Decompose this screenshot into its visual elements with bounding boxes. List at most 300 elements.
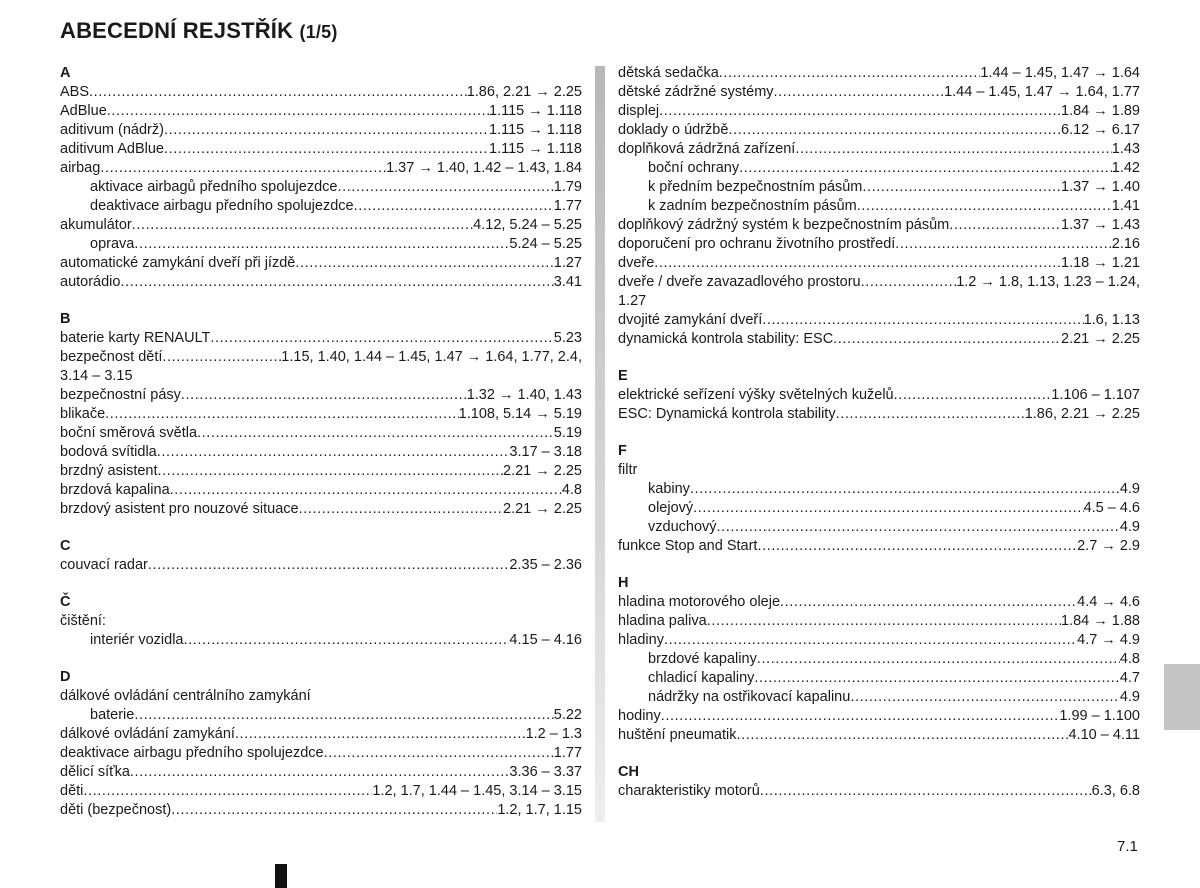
page-reference: 4.5 – 4.6 xyxy=(1083,500,1140,516)
index-entry xyxy=(618,650,1140,669)
index-entry xyxy=(60,159,582,178)
entry-line xyxy=(60,140,582,159)
page-reference: 1.77 xyxy=(553,198,582,214)
dot-leader xyxy=(132,216,473,235)
dot-leader xyxy=(235,725,526,744)
entry-term: ABS xyxy=(60,84,90,100)
entry-term: brzdný asistent xyxy=(60,463,158,479)
entry-term: dvojité zamykání dveří xyxy=(618,312,763,328)
entry-term: dětská sedačka xyxy=(618,65,719,81)
index-entry xyxy=(618,499,1140,518)
entry-term: deaktivace airbagu předního spolujezdce xyxy=(90,198,354,214)
dot-leader xyxy=(164,140,489,159)
entry-line xyxy=(60,83,582,102)
index-entry xyxy=(618,461,1140,480)
entry-term: dynamická kontrola stability: ESC xyxy=(618,331,834,347)
index-entry xyxy=(618,726,1140,745)
index-entry xyxy=(618,480,1140,499)
entry-term: AdBlue xyxy=(60,103,107,119)
section-letter: B xyxy=(60,311,71,327)
entry-term: baterie xyxy=(90,707,135,723)
page-reference: 1.84 → 1.89 xyxy=(1061,103,1140,119)
entry-term: chladicí kapaliny xyxy=(648,670,755,686)
index-entry xyxy=(618,159,1140,178)
page-reference: 4.15 – 4.16 xyxy=(509,632,582,648)
dot-leader xyxy=(861,273,957,292)
dot-leader xyxy=(197,424,554,443)
section-tab xyxy=(1164,664,1200,730)
index-column-right xyxy=(618,64,1140,801)
page-reference: 3.17 – 3.18 xyxy=(509,444,582,460)
section-letter: A xyxy=(60,65,71,81)
dot-leader xyxy=(299,500,503,519)
dot-leader xyxy=(148,556,510,575)
entry-line xyxy=(648,518,1140,537)
index-entry xyxy=(60,178,582,197)
dot-leader xyxy=(895,235,1111,254)
entry-line xyxy=(60,443,582,462)
page-number: 7.1 xyxy=(1117,838,1138,855)
page-reference: 1.44 – 1.45, 1.47 → 1.64, 1.77 xyxy=(944,84,1140,100)
index-entry xyxy=(618,669,1140,688)
dot-leader xyxy=(717,518,1120,537)
page-reference: 3.36 – 3.37 xyxy=(509,764,582,780)
dot-leader xyxy=(754,669,1119,688)
index-entry xyxy=(60,197,582,216)
page-reference: 1.106 – 1.107 xyxy=(1051,387,1140,403)
entry-term: dveře xyxy=(618,255,655,271)
entry-term: akumulátor xyxy=(60,217,132,233)
section-letter: C xyxy=(60,538,71,554)
title-text: ABECEDNÍ REJSTŘÍK xyxy=(60,18,294,43)
index-entry xyxy=(60,744,582,763)
page-reference: 4.10 – 4.11 xyxy=(1068,727,1140,743)
page-reference: 1.99 – 1.100 xyxy=(1059,708,1140,724)
entry-term: dveře / dveře zavazadlového prostoru xyxy=(618,274,861,290)
entry-line xyxy=(90,178,582,197)
dot-leader xyxy=(324,744,554,763)
dot-leader xyxy=(181,386,467,405)
dot-leader xyxy=(795,140,1111,159)
entry-line xyxy=(618,235,1140,254)
dot-leader xyxy=(862,178,1061,197)
entry-line xyxy=(618,612,1140,631)
dot-leader xyxy=(774,83,945,102)
page-reference: 1.6, 1.13 xyxy=(1083,312,1140,328)
entry-line xyxy=(618,311,1140,330)
index-entry xyxy=(618,273,1140,311)
entry-line xyxy=(648,499,1140,518)
section-gap xyxy=(618,424,1140,442)
index-entry xyxy=(60,687,582,706)
entry-term: děti (bezpečnost) xyxy=(60,802,172,818)
entry-line xyxy=(60,725,582,744)
entry-line xyxy=(90,706,582,725)
page-reference: 1.15, 1.40, 1.44 – 1.45, 1.47 → 1.64, 1.77, 2.4, xyxy=(281,349,582,365)
dot-leader xyxy=(757,537,1077,556)
section-gap xyxy=(60,650,582,668)
page-title xyxy=(60,18,338,44)
entry-line xyxy=(90,235,582,254)
entry-term: dálkové ovládání zamykání xyxy=(60,726,235,742)
page-reference: 4.7 → 4.9 xyxy=(1077,632,1140,648)
dot-leader xyxy=(134,706,553,725)
entry-line xyxy=(618,273,1140,292)
entry-term: hladina paliva xyxy=(618,613,707,629)
dot-leader xyxy=(833,330,1061,349)
entry-term: brzdová kapalina xyxy=(60,482,170,498)
dot-leader xyxy=(164,121,489,140)
index-column-left xyxy=(60,64,582,820)
entry-line xyxy=(618,102,1140,121)
page-reference: 1.41 xyxy=(1111,198,1140,214)
entry-term: doklady o údržbě xyxy=(618,122,729,138)
section-gap xyxy=(618,745,1140,763)
entry-line xyxy=(60,462,582,481)
dot-leader xyxy=(100,159,386,178)
entry-line xyxy=(618,330,1140,349)
index-entry xyxy=(618,197,1140,216)
entry-line xyxy=(90,631,582,650)
index-entry xyxy=(60,801,582,820)
entry-line xyxy=(648,197,1140,216)
page-reference: 2.7 → 2.9 xyxy=(1077,538,1140,554)
dot-leader xyxy=(105,405,459,424)
entry-term: doporučení pro ochranu životního prostředí xyxy=(618,236,896,252)
entry-term: bodová svítidla xyxy=(60,444,157,460)
dot-leader xyxy=(83,782,372,801)
section-letter: F xyxy=(618,443,627,459)
page-reference: 3.41 xyxy=(553,274,582,290)
entry-term: aditivum (nádrž) xyxy=(60,122,164,138)
section-gap xyxy=(60,292,582,310)
dot-leader xyxy=(949,216,1061,235)
page-reference: 2.21 → 2.25 xyxy=(503,463,582,479)
entry-term: autorádio xyxy=(60,274,121,290)
dot-leader xyxy=(664,631,1077,650)
page-reference: 4.12, 5.24 – 5.25 xyxy=(473,217,582,233)
index-entry xyxy=(618,235,1140,254)
entry-line xyxy=(60,405,582,424)
dot-leader xyxy=(210,329,553,348)
dot-leader xyxy=(757,650,1120,669)
index-entry xyxy=(618,311,1140,330)
entry-line xyxy=(648,688,1140,707)
entry-line xyxy=(60,556,582,575)
entry-term: čištění: xyxy=(60,613,106,629)
page-reference: 1.84 → 1.88 xyxy=(1061,613,1140,629)
index-entry xyxy=(60,235,582,254)
page-reference: 1.37 → 1.40 xyxy=(1061,179,1140,195)
entry-term: dělicí síťka xyxy=(60,764,130,780)
dot-leader xyxy=(707,612,1061,631)
entry-term: doplňkový zádržný systém k bezpečnostním pásům xyxy=(618,217,950,233)
page-reference: 2.21 → 2.25 xyxy=(503,501,582,517)
page-reference: 1.44 – 1.45, 1.47 → 1.64 xyxy=(980,65,1140,81)
entry-line xyxy=(60,782,582,801)
dot-leader xyxy=(857,197,1112,216)
entry-term: děti xyxy=(60,783,84,799)
entry-term: k zadním bezpečnostním pásům xyxy=(648,198,857,214)
dot-leader xyxy=(158,462,503,481)
entry-term: hladina motorového oleje xyxy=(618,594,781,610)
page-reference: 1.27 xyxy=(553,255,582,271)
entry-line xyxy=(60,329,582,348)
entry-term: interiér vozidla xyxy=(90,632,184,648)
entry-line xyxy=(60,216,582,235)
index-entry xyxy=(618,102,1140,121)
page-reference: 4.4 → 4.6 xyxy=(1077,594,1140,610)
index-entry xyxy=(60,782,582,801)
entry-line xyxy=(618,631,1140,650)
entry-line xyxy=(618,537,1140,556)
page-reference: 1.37 → 1.43 xyxy=(1061,217,1140,233)
entry-line xyxy=(648,669,1140,688)
section-letter: E xyxy=(618,368,628,384)
entry-term: boční ochrany xyxy=(648,160,740,176)
entry-line xyxy=(618,405,1140,424)
page-reference: 1.115 → 1.118 xyxy=(489,103,582,119)
page-reference: 4.7 xyxy=(1119,670,1140,686)
entry-line xyxy=(618,254,1140,273)
dot-leader xyxy=(130,763,510,782)
entry-term: vzduchový xyxy=(648,519,717,535)
entry-term: baterie karty RENAULT xyxy=(60,330,211,346)
dot-leader xyxy=(134,235,509,254)
page-reference: 1.115 → 1.118 xyxy=(489,122,582,138)
dot-leader xyxy=(719,64,981,83)
index-entry xyxy=(60,424,582,443)
entry-term: nádržky na ostřikovací kapalinu xyxy=(648,689,851,705)
page-reference: 1.32 → 1.40, 1.43 xyxy=(466,387,582,403)
dot-leader xyxy=(836,405,1025,424)
page-reference: 6.3, 6.8 xyxy=(1091,783,1140,799)
dot-leader xyxy=(107,102,489,121)
entry-term: displej xyxy=(618,103,660,119)
index-entry xyxy=(618,83,1140,102)
dot-leader xyxy=(762,311,1083,330)
index-entry xyxy=(618,254,1140,273)
entry-line xyxy=(618,64,1140,83)
index-entry xyxy=(618,782,1140,801)
index-entry xyxy=(618,140,1140,159)
page-reference: 1.42 xyxy=(1111,160,1140,176)
entry-line xyxy=(60,102,582,121)
page-reference: 4.9 xyxy=(1119,519,1140,535)
entry-line xyxy=(60,424,582,443)
entry-term: couvací radar xyxy=(60,557,148,573)
dot-leader xyxy=(659,102,1061,121)
index-entry xyxy=(60,481,582,500)
dot-leader xyxy=(760,782,1092,801)
index-entry xyxy=(60,348,582,386)
entry-term: bezpečnostní pásy xyxy=(60,387,181,403)
entry-term: doplňková zádržná zařízení xyxy=(618,141,796,157)
page-reference: 1.115 → 1.118 xyxy=(489,141,582,157)
section-gap xyxy=(618,556,1140,574)
column-divider xyxy=(595,66,605,822)
dot-leader xyxy=(654,254,1061,273)
index-entry xyxy=(618,386,1140,405)
section-gap xyxy=(60,575,582,593)
entry-line xyxy=(60,744,582,763)
entry-term: hodiny xyxy=(618,708,661,724)
index-entry xyxy=(60,83,582,102)
entry-term: elektrické seřízení výšky světelných kuželů xyxy=(618,387,894,403)
index-entry xyxy=(60,329,582,348)
entry-line xyxy=(60,121,582,140)
dot-leader xyxy=(295,254,553,273)
index-entry xyxy=(60,706,582,725)
index-entry xyxy=(60,763,582,782)
entry-term: airbag xyxy=(60,160,101,176)
page-reference: 5.23 xyxy=(553,330,582,346)
index-entry xyxy=(618,688,1140,707)
page-reference-continued: 1.27 xyxy=(618,293,647,309)
dot-leader xyxy=(693,499,1083,518)
index-entry xyxy=(60,500,582,519)
dot-leader xyxy=(89,83,467,102)
dot-leader xyxy=(170,481,562,500)
section-letter: H xyxy=(618,575,629,591)
entry-line xyxy=(60,386,582,405)
page-reference: 1.86, 2.21 → 2.25 xyxy=(466,84,582,100)
entry-line xyxy=(648,159,1140,178)
page-reference: 2.16 xyxy=(1111,236,1140,252)
index-entry xyxy=(60,216,582,235)
index-entry xyxy=(60,140,582,159)
page-reference: 1.77 xyxy=(553,745,582,761)
entry-term: aditivum AdBlue xyxy=(60,141,164,157)
entry-term: hladiny xyxy=(618,632,664,648)
entry-term: automatické zamykání dveří při jízdě xyxy=(60,255,296,271)
index-entry xyxy=(60,612,582,631)
entry-term: oprava xyxy=(90,236,135,252)
index-entry xyxy=(60,443,582,462)
index-entry xyxy=(60,386,582,405)
index-entry xyxy=(618,178,1140,197)
entry-line xyxy=(618,121,1140,140)
index-entry xyxy=(618,518,1140,537)
index-entry xyxy=(618,330,1140,349)
entry-term: ESC: Dynamická kontrola stability xyxy=(618,406,836,422)
index-entry xyxy=(618,216,1140,235)
page-reference: 2.35 – 2.36 xyxy=(509,557,582,573)
title-count: (1/5) xyxy=(299,22,338,42)
entry-line xyxy=(60,273,582,292)
dot-leader xyxy=(690,480,1120,499)
dot-leader xyxy=(894,386,1052,405)
page-reference: 1.86, 2.21 → 2.25 xyxy=(1024,406,1140,422)
index-entry xyxy=(618,405,1140,424)
index-entry xyxy=(618,537,1140,556)
entry-line xyxy=(60,348,582,367)
section-gap xyxy=(618,349,1140,367)
entry-term: aktivace airbagů předního spolujezdce xyxy=(90,179,338,195)
entry-line xyxy=(618,140,1140,159)
index-entry xyxy=(618,707,1140,726)
index-entry xyxy=(618,64,1140,83)
page-reference: 2.21 → 2.25 xyxy=(1061,331,1140,347)
page-reference: 1.108, 5.14 → 5.19 xyxy=(458,406,582,422)
dot-leader xyxy=(737,726,1069,745)
page-reference: 1.2, 1.7, 1.15 xyxy=(497,802,582,818)
entry-term: olejový xyxy=(648,500,694,516)
page-reference: 1.2 → 1.8, 1.13, 1.23 – 1.24, xyxy=(956,274,1140,290)
entry-term: kabiny xyxy=(648,481,690,497)
entry-term: deaktivace airbagu předního spolujezdce xyxy=(60,745,324,761)
index-entry xyxy=(618,121,1140,140)
entry-term: blikače xyxy=(60,406,106,422)
page-reference: 1.2, 1.7, 1.44 – 1.45, 3.14 – 3.15 xyxy=(372,783,582,799)
entry-line xyxy=(648,480,1140,499)
entry-line xyxy=(60,500,582,519)
dot-leader xyxy=(184,631,510,650)
entry-line xyxy=(648,650,1140,669)
index-entry xyxy=(60,273,582,292)
entry-term: dětské zádržné systémy xyxy=(618,84,774,100)
page-reference: 4.9 xyxy=(1119,481,1140,497)
index-entry xyxy=(60,462,582,481)
entry-term: dálkové ovládání centrálního zamykání xyxy=(60,688,311,704)
entry-term: k předním bezpečnostním pásům xyxy=(648,179,863,195)
entry-line xyxy=(90,197,582,216)
entry-term: charakteristiky motorů xyxy=(618,783,760,799)
index-entry xyxy=(60,254,582,273)
entry-line xyxy=(618,593,1140,612)
dot-leader xyxy=(337,178,553,197)
index-entry xyxy=(618,631,1140,650)
entry-line xyxy=(648,178,1140,197)
dot-leader xyxy=(728,121,1061,140)
entry-line xyxy=(618,726,1140,745)
page-reference: 6.12 → 6.17 xyxy=(1061,122,1140,138)
index-entry xyxy=(618,612,1140,631)
entry-line xyxy=(60,801,582,820)
page-reference-continued: 3.14 – 3.15 xyxy=(60,368,133,384)
index-entry xyxy=(618,593,1140,612)
index-entry xyxy=(60,102,582,121)
dot-leader xyxy=(850,688,1120,707)
entry-term: funkce Stop and Start xyxy=(618,538,758,554)
page-reference: 4.8 xyxy=(1119,651,1140,667)
entry-term: brzdový asistent pro nouzové situace xyxy=(60,501,299,517)
page-reference: 4.8 xyxy=(561,482,582,498)
index-entry xyxy=(60,725,582,744)
index-entry xyxy=(60,405,582,424)
dot-leader xyxy=(739,159,1112,178)
dot-leader xyxy=(162,348,281,367)
section-letter: D xyxy=(60,669,71,685)
page-reference: 1.79 xyxy=(553,179,582,195)
entry-line xyxy=(60,159,582,178)
dot-leader xyxy=(171,801,497,820)
page-reference: 5.22 xyxy=(553,707,582,723)
entry-term: bezpečnost dětí xyxy=(60,349,163,365)
print-mark xyxy=(275,864,287,888)
entry-line xyxy=(618,707,1140,726)
entry-term: huštění pneumatik xyxy=(618,727,737,743)
entry-term: brzdové kapaliny xyxy=(648,651,757,667)
entry-line xyxy=(60,254,582,273)
entry-line xyxy=(618,216,1140,235)
entry-line xyxy=(60,481,582,500)
index-entry xyxy=(60,121,582,140)
page-reference: 5.19 xyxy=(553,425,582,441)
page-reference: 1.18 → 1.21 xyxy=(1061,255,1140,271)
page-reference: 4.9 xyxy=(1119,689,1140,705)
index-entry xyxy=(60,556,582,575)
